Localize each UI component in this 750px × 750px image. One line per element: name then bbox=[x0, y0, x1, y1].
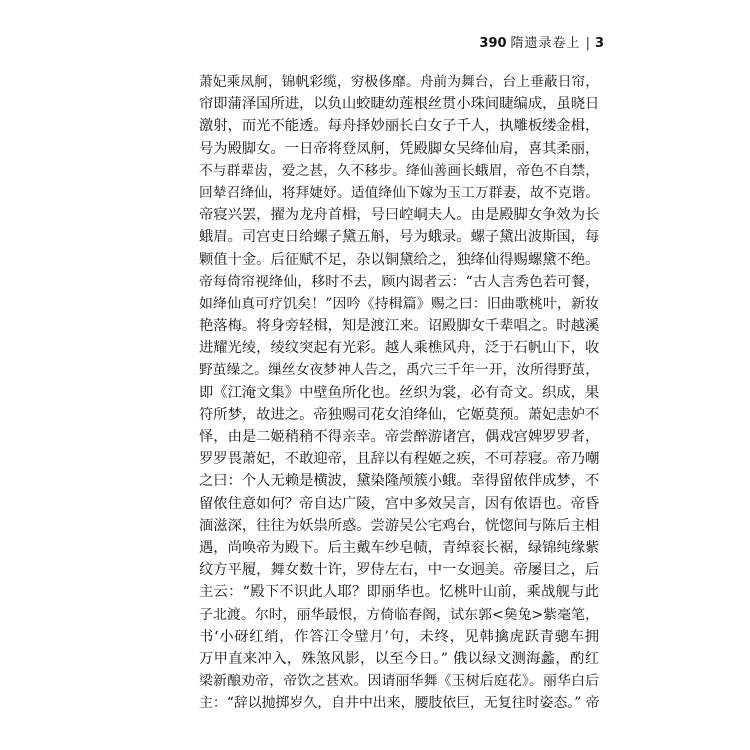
text-line: 万甲直来冲入，殊煞风影，以至今日。” 俄以绿文测海蠡，酌红 bbox=[199, 650, 599, 667]
text-line: 颗值十金。后征赋不足，杂以铜黛给之，独绛仙得赐螺黛不绝。 bbox=[199, 251, 600, 268]
text-line: 梁新酿劝帝，帝饮之甚欢。因请丽华舞《玉树后庭花》。丽华白后 bbox=[199, 673, 599, 690]
running-header bbox=[479, 36, 604, 52]
text-line: 书‘小砑红绡，作答江令璧月’句，未终，见韩擒虎跃青骢车拥 bbox=[199, 628, 599, 645]
text-line: 纹方平履，舞女数十许，罗侍左右，中一女迥美。帝屡目之，后 bbox=[199, 562, 600, 579]
text-line: 不与群辈齿，爱之甚，久不移步。绛仙善画长蛾眉，帝色不自禁， bbox=[199, 162, 599, 179]
book-title: 隋遗录卷上 bbox=[510, 36, 581, 51]
volume-number: 3 bbox=[594, 36, 604, 51]
text-line: 帝每倚帘视绛仙，移时不去，顾内谒者云：“古人言秀色若可餐， bbox=[199, 273, 599, 290]
text-line: 如绛仙真可疗饥矣！”因吟《持楫篇》赐之曰：旧曲歌桃叶，新妆 bbox=[199, 295, 599, 312]
body-text bbox=[199, 71, 599, 714]
text-line: 激射，而光不能透。每舟择妙丽长白女子千人，执雕板缕金楫， bbox=[199, 118, 600, 135]
header-separator: | bbox=[585, 36, 590, 51]
text-line: 号为殿脚女。一日帝将登凤舸，凭殿脚女吴绛仙肩，喜其柔丽， bbox=[199, 140, 600, 157]
text-line: 湎滋深，往往为妖祟所惑。尝游吴公宅鸡台，恍惚间与陈后主相 bbox=[199, 517, 600, 534]
text-line: 即《江淹文集》中壁鱼所化也。丝织为裳，必有奇文。织成，果 bbox=[199, 384, 600, 401]
text-line: 帘即蒲泽国所进，以负山蛟睫幼莲根丝贯小珠间睫编成，虽晓日 bbox=[199, 96, 600, 113]
text-line: 回辇召绛仙，将拜婕妤。适值绛仙下嫁为玉工万群妻，故不克谐。 bbox=[199, 184, 599, 201]
text-line: 蛾眉。司宫吏日给螺子黛五斛，号为蛾录。螺子黛出波斯国，每 bbox=[199, 229, 600, 246]
text-line: 主：“辞以抛掷岁久，自井中出来，腰肢依巨，无复往时姿态。” 帝 bbox=[199, 695, 600, 712]
text-line: 子北渡。尔时，丽华最恨，方倚临春阁，试东郭<㚟兔>紫毫笔， bbox=[199, 606, 599, 623]
page-number: 390 bbox=[479, 36, 507, 51]
text-line: 怿，由是二姬稍稍不得亲幸。帝尝醉游诸宫，偶戏宫婢罗罗者， bbox=[199, 429, 600, 445]
text-line: 罗罗畏萧妃，不敢迎帝，且辞以有程姬之疾，不可荐寝。帝乃嘲 bbox=[199, 451, 600, 468]
text-line: 野茧缲之。缫丝女夜梦神人告之，禹穴三千年一开，汝所得野茧， bbox=[199, 362, 599, 379]
text-line: 之曰：个人无赖是横波，黛染隆颅簇小蛾。幸得留侬伴成梦，不 bbox=[199, 473, 600, 490]
text-line: 帝寝兴罢，擢为龙舟首楫，号曰崆峒夫人。由是殿脚女争效为长 bbox=[199, 207, 600, 224]
text-line: 艳落梅。将身旁轻楫，知是渡江来。诏殿脚女千辈唱之。时越溪 bbox=[199, 318, 600, 335]
text-line: 符所梦，故进之。帝独赐司花女洎绛仙，它姬莫预。萧妃恚妒不 bbox=[199, 406, 600, 423]
text-line: 遇，尚唤帝为殿下。后主戴车纱皂帻，青绰衮长裾，绿锦纯缘紫 bbox=[199, 539, 600, 556]
text-line: 留侬住意如何？帝自达广陵，宫中多效吴言，因有侬语也。帝昏 bbox=[199, 495, 600, 512]
text-line: 进耀光绫，绫纹突起有光彩。越人乘樵风舟，泛于石帆山下，收 bbox=[199, 340, 600, 357]
text-line: 萧妃乘凤舸，锦帆彩缆，穷极侈靡。舟前为舞台，台上垂蔽日帘， bbox=[199, 74, 599, 90]
text-line: 主云：“殿下不识此人耶？即丽华也。忆桃叶山前，乘战舰与此 bbox=[199, 584, 599, 601]
